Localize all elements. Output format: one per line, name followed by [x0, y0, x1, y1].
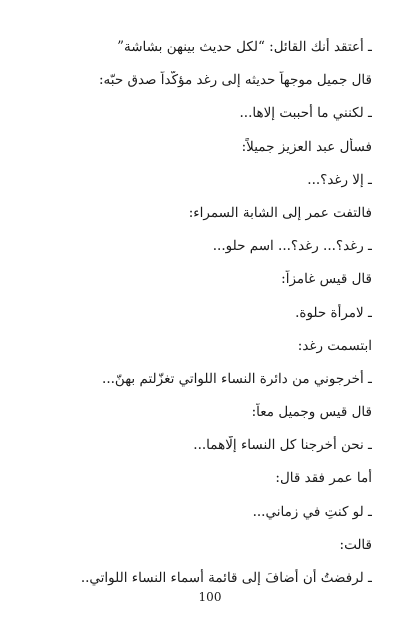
- text-line: ـ لامرأة حلوة.: [295, 304, 372, 321]
- text-line: فالتفت عمر إلى الشابة السمراء:: [188, 204, 372, 221]
- text-line: فسأل عبد العزيز جميلاً:: [241, 138, 372, 155]
- text-line: ابتسمت رغد:: [297, 337, 372, 354]
- text-line: ـ أعتقد أنك القائل: “لكل حديث بينهن بشاشة”: [117, 39, 372, 55]
- body-text: [60, 38, 372, 602]
- text-line: قالت:: [339, 536, 372, 553]
- text-line: ـ نحن أخرجنا كل النساء إلّاهما...: [193, 437, 372, 454]
- text-line: ـ إلا رغد؟...: [307, 171, 372, 188]
- text-line: ـ لو كنتِ في زماني...: [252, 503, 372, 520]
- text-line: قال جميل موجهاً حديثه إلى رغد مؤكّداً صدق حبّه:: [98, 72, 372, 89]
- text-line: قال قيس غامزاً:: [281, 271, 372, 288]
- page-number: 100: [198, 590, 222, 604]
- text-line: ـ لكنني ما أحببت إلاها...: [239, 105, 372, 122]
- text-line: أما عمر فقد قال:: [275, 470, 372, 487]
- text-line: ـ لرفضتُ أن أُضافَ إلى قائمة أسماء النساء اللواتي..: [80, 570, 372, 586]
- text-line: ـ رغد؟... رغد؟... اسم حلو...: [212, 238, 372, 255]
- text-line: قال قيس وجميل معاً:: [251, 404, 372, 421]
- text-line: ـ أخرجوني من دائرة النساء اللواتي تغزّلتم بهنّ...: [102, 370, 372, 387]
